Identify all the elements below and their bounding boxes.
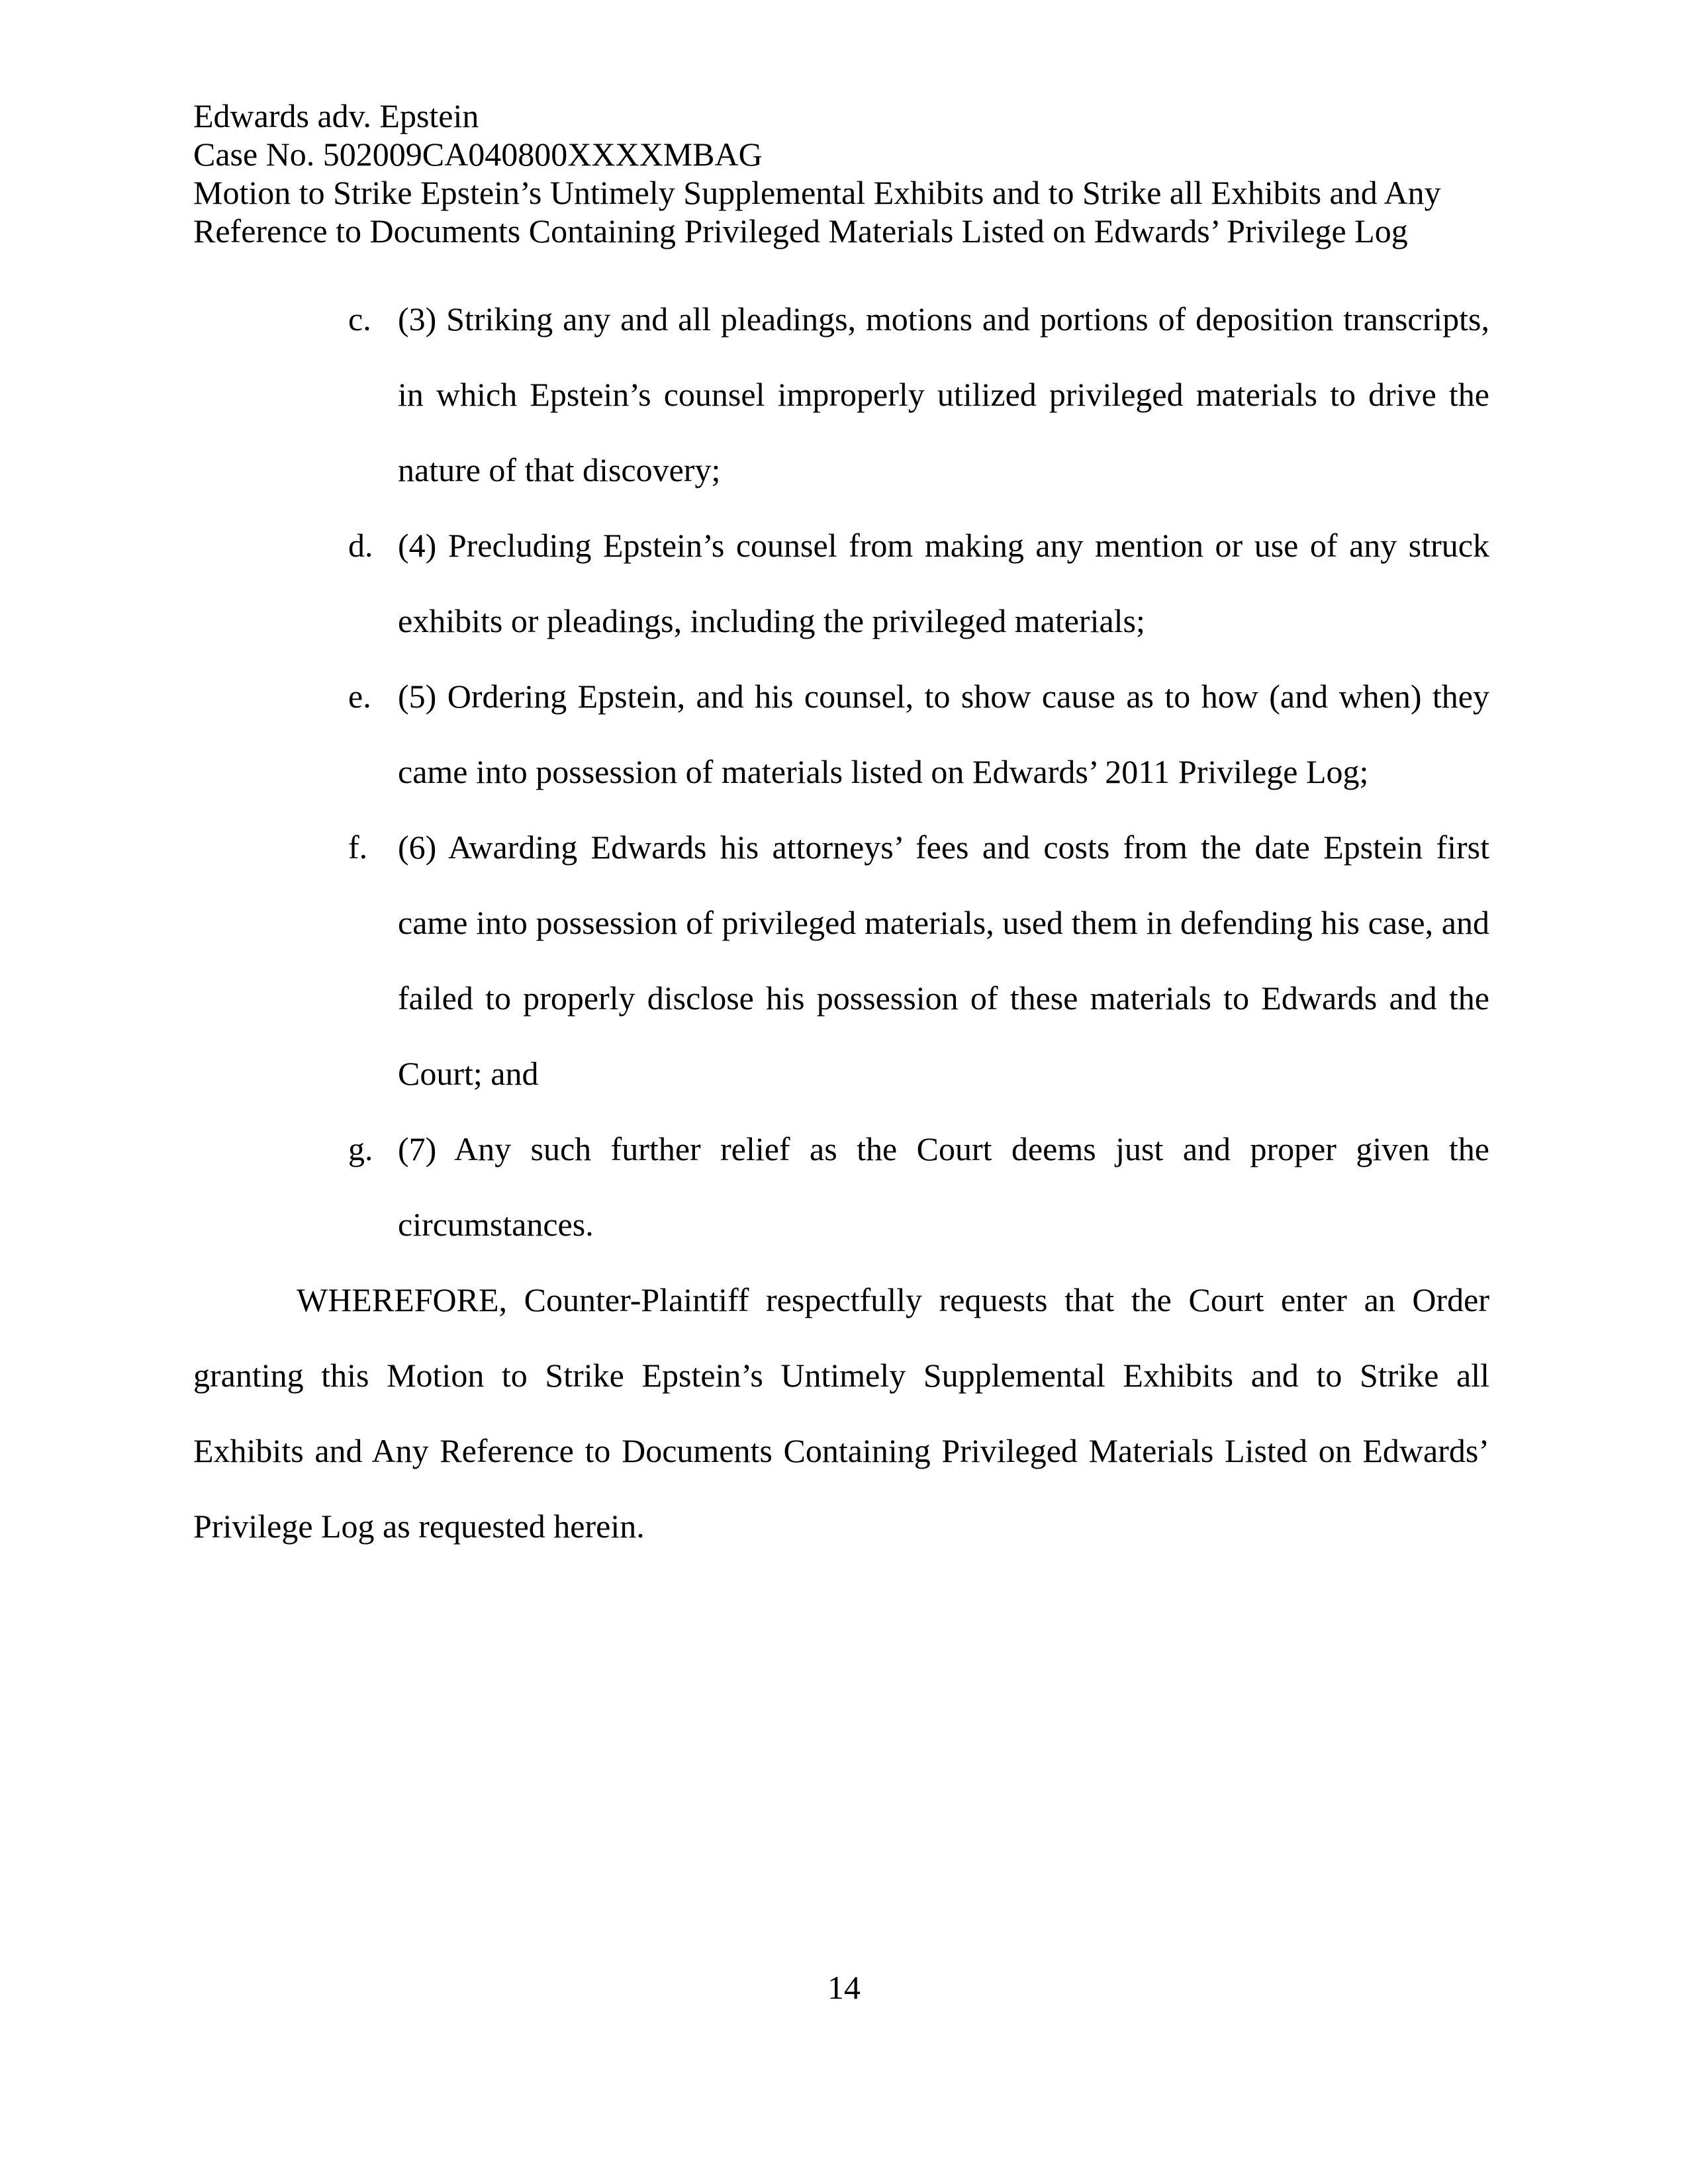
wherefore-paragraph: WHEREFORE, Counter-Plaintiff respectfully requests that the Court enter an Order granting this Motion to Strike Epstein’s Untimely Supplemental Exhibits and to Strike all Exhibits and Any Reference to Documents Containing Privileged Materials Listed on Edwards’ Privilege Log as requested herein.	[193, 1281, 1489, 1545]
list-item-f	[193, 809, 1489, 1111]
list-item-text: (3) Striking any and all pleadings, motions and portions of deposition transcripts, in which Epstein’s counsel improperly utilized privileged materials to drive the nature of that discovery;	[398, 300, 1489, 488]
list-item-marker: g.	[348, 1130, 373, 1167]
list-item-e	[193, 659, 1489, 809]
case-caption	[193, 97, 1489, 250]
page-content	[193, 0, 1489, 1564]
list-item-marker: e.	[348, 678, 371, 715]
list-item-text: (6) Awarding Edwards his attorneys’ fees and costs from the date Epstein first came into possession of privileged materials, used them in defending his case, and failed to properly disclose his possession of these materials to Edwards and the Court; and	[398, 829, 1489, 1092]
list-item-g	[193, 1111, 1489, 1262]
list-item-marker: c.	[348, 300, 371, 338]
relief-list	[193, 281, 1489, 1262]
list-item-text: (5) Ordering Epstein, and his counsel, to show cause as to how (and when) they came into possession of materials listed on Edwards’ 2011 Privilege Log;	[398, 678, 1489, 790]
list-item-d	[193, 508, 1489, 659]
list-item-marker: f.	[348, 829, 368, 866]
caption-case-number: Case No. 502009CA040800XXXXMBAG	[193, 136, 763, 173]
list-item-c	[193, 281, 1489, 508]
page-number: 14	[827, 1969, 861, 2006]
list-item-marker: d.	[348, 527, 373, 564]
caption-motion-title: Motion to Strike Epstein’s Untimely Supplemental Exhibits and to Strike all Exhibits and Any Reference to Documents Containing Privileged Materials Listed on Edwards’ Privilege Log	[193, 174, 1441, 250]
list-item-text: (7) Any such further relief as the Court deems just and proper given the circumstances.	[398, 1130, 1489, 1243]
list-item-text: (4) Precluding Epstein’s counsel from making any mention or use of any struck exhibits or pleadings, including the privileged materials;	[398, 527, 1489, 639]
caption-party-line: Edwards adv. Epstein	[193, 97, 479, 134]
